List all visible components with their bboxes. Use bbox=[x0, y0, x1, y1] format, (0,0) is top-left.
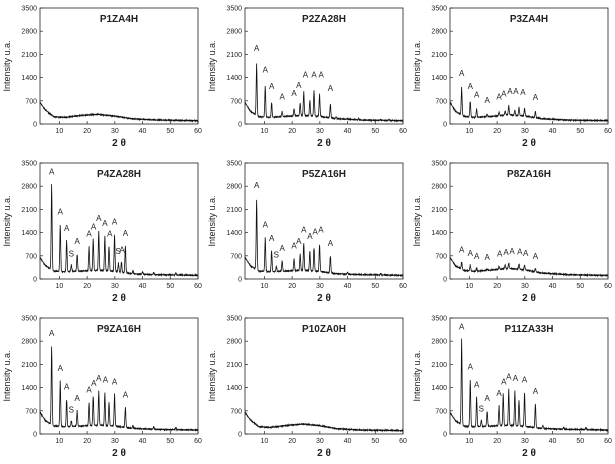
x-tick-label: 10 bbox=[465, 128, 474, 135]
diffractogram-line bbox=[245, 64, 403, 122]
peak-label-a: A bbox=[312, 227, 318, 237]
peak-label-a: A bbox=[102, 375, 109, 385]
peak-label-a: A bbox=[122, 390, 129, 400]
panel-title: P1ZA4H bbox=[99, 14, 139, 25]
peak-label-a: A bbox=[86, 385, 92, 395]
peak-label-a: A bbox=[296, 236, 302, 246]
y-tick-label: 2100 bbox=[226, 51, 242, 59]
y-axis-label: Intensity u.a. bbox=[207, 195, 217, 247]
x-tick-label: 10 bbox=[465, 283, 474, 290]
panel-title: P8ZA16H bbox=[507, 169, 551, 180]
panel-title: P4ZA28H bbox=[97, 169, 141, 180]
y-tick-label: 700 bbox=[230, 253, 242, 261]
y-tick-label: 3500 bbox=[21, 160, 37, 168]
y-tick-label: 0 bbox=[443, 121, 447, 129]
chart-panel-p8za16h bbox=[410, 155, 615, 309]
peak-label-a: A bbox=[458, 322, 465, 332]
x-tick-label: 60 bbox=[194, 438, 202, 445]
y-tick-label: 700 bbox=[435, 98, 447, 106]
y-tick-label: 700 bbox=[230, 408, 242, 416]
peak-label-a: A bbox=[484, 252, 490, 262]
x-tick-label: 10 bbox=[260, 283, 269, 290]
x-tick-label: 30 bbox=[110, 438, 119, 445]
chart-panel-p10za0h bbox=[205, 310, 410, 464]
y-tick-label: 3500 bbox=[21, 5, 37, 13]
y-tick-label: 0 bbox=[33, 276, 37, 284]
x-tick-label: 20 bbox=[288, 438, 297, 445]
y-tick-label: 1400 bbox=[431, 75, 447, 83]
y-axis-label: Intensity u.a. bbox=[207, 350, 217, 402]
peak-label-s: S bbox=[478, 404, 484, 414]
y-tick-label: 3500 bbox=[226, 315, 242, 323]
x-tick-label: 50 bbox=[371, 128, 380, 135]
x-axis-label: 2 θ bbox=[112, 138, 126, 149]
diffractogram-line bbox=[40, 102, 198, 122]
x-tick-label: 60 bbox=[399, 438, 407, 445]
y-tick-label: 2800 bbox=[226, 28, 242, 36]
y-tick-label: 1400 bbox=[431, 230, 447, 238]
xrd-chart bbox=[0, 310, 205, 464]
plot-frame bbox=[245, 318, 403, 434]
peak-label-a: A bbox=[119, 245, 125, 255]
peak-label-a: A bbox=[509, 246, 515, 256]
x-tick-label: 60 bbox=[194, 283, 202, 290]
peak-label-a: A bbox=[467, 362, 473, 372]
y-tick-label: 700 bbox=[25, 253, 37, 261]
peak-label-a: A bbox=[473, 380, 480, 390]
plot-frame bbox=[245, 8, 403, 124]
peak-label-a: A bbox=[57, 364, 63, 374]
peak-label-s: S bbox=[68, 405, 74, 415]
chart-panel-p1za4h bbox=[0, 0, 205, 154]
panel-title: P11ZA33H bbox=[504, 324, 554, 335]
x-tick-label: 30 bbox=[315, 438, 324, 445]
y-tick-label: 2800 bbox=[431, 28, 447, 36]
y-tick-label: 0 bbox=[238, 431, 242, 439]
peak-label-a: A bbox=[473, 251, 480, 261]
x-tick-label: 60 bbox=[604, 283, 612, 290]
peak-label-a: A bbox=[484, 95, 490, 105]
y-tick-label: 2800 bbox=[431, 183, 447, 191]
y-axis-label: Intensity u.a. bbox=[2, 40, 12, 92]
chart-panel-p4za28h bbox=[0, 155, 205, 309]
y-tick-label: 1400 bbox=[21, 230, 37, 238]
y-tick-label: 0 bbox=[443, 431, 447, 439]
x-tick-label: 30 bbox=[315, 283, 324, 290]
x-tick-label: 30 bbox=[520, 438, 529, 445]
peak-label-a: A bbox=[63, 223, 70, 233]
x-tick-label: 30 bbox=[520, 128, 529, 135]
peak-label-a: A bbox=[506, 372, 512, 382]
panel-title: P10ZA0H bbox=[302, 324, 346, 335]
peak-label-a: A bbox=[262, 220, 268, 230]
peak-label-a: A bbox=[268, 233, 275, 243]
x-tick-label: 40 bbox=[138, 438, 147, 445]
chart-panel-p11za33h bbox=[410, 310, 615, 464]
peak-label-a: A bbox=[521, 375, 528, 385]
xrd-chart bbox=[205, 0, 410, 154]
peak-label-a: A bbox=[262, 65, 268, 75]
y-tick-label: 700 bbox=[25, 408, 37, 416]
peak-label-a: A bbox=[279, 92, 285, 102]
x-tick-label: 30 bbox=[315, 128, 324, 135]
peak-label-a: A bbox=[253, 44, 260, 54]
x-axis-label: 2 θ bbox=[522, 293, 536, 304]
panel-title: P9ZA16H bbox=[97, 324, 141, 335]
x-tick-label: 30 bbox=[110, 283, 119, 290]
y-tick-label: 0 bbox=[443, 276, 447, 284]
peak-label-a: A bbox=[512, 373, 519, 383]
x-tick-label: 20 bbox=[288, 283, 297, 290]
x-tick-label: 20 bbox=[493, 128, 502, 135]
x-tick-label: 50 bbox=[576, 128, 585, 135]
xrd-chart bbox=[410, 310, 615, 464]
xrd-chart bbox=[205, 310, 410, 464]
x-tick-label: 20 bbox=[83, 438, 92, 445]
x-tick-label: 40 bbox=[548, 283, 557, 290]
x-tick-label: 60 bbox=[399, 128, 407, 135]
y-tick-label: 0 bbox=[33, 121, 37, 129]
plot-frame bbox=[450, 163, 608, 279]
peak-label-s: S bbox=[115, 246, 121, 256]
y-tick-label: 2100 bbox=[431, 51, 447, 59]
peak-label-a: A bbox=[523, 248, 529, 258]
y-tick-label: 3500 bbox=[431, 315, 447, 323]
x-tick-label: 30 bbox=[110, 128, 119, 135]
y-tick-label: 2100 bbox=[431, 361, 447, 369]
x-tick-label: 60 bbox=[399, 283, 407, 290]
peak-label-a: A bbox=[96, 373, 102, 383]
peak-label-a: A bbox=[111, 377, 118, 387]
peak-label-a: A bbox=[520, 87, 526, 97]
x-tick-label: 10 bbox=[260, 438, 269, 445]
peak-label-a: A bbox=[253, 180, 260, 190]
peak-label-a: A bbox=[301, 225, 307, 235]
peak-label-a: A bbox=[63, 382, 70, 392]
x-tick-label: 20 bbox=[493, 283, 502, 290]
peak-label-a: A bbox=[102, 218, 108, 228]
x-tick-label: 40 bbox=[343, 283, 352, 290]
peak-label-a: A bbox=[513, 87, 519, 97]
xrd-chart bbox=[0, 155, 205, 309]
y-tick-label: 700 bbox=[435, 253, 447, 261]
peak-label-a: A bbox=[327, 238, 334, 248]
peak-label-a: A bbox=[473, 90, 480, 100]
y-tick-label: 700 bbox=[25, 98, 37, 106]
y-tick-label: 1400 bbox=[21, 75, 37, 83]
x-tick-label: 50 bbox=[371, 438, 380, 445]
y-tick-label: 0 bbox=[33, 431, 37, 439]
peak-label-a: A bbox=[311, 70, 317, 80]
peak-label-a: A bbox=[307, 232, 313, 242]
y-tick-label: 3500 bbox=[21, 315, 37, 323]
peak-label-a: A bbox=[279, 243, 285, 253]
peak-label-a: A bbox=[517, 247, 523, 257]
x-axis-label: 2 θ bbox=[522, 448, 536, 459]
y-tick-label: 700 bbox=[435, 408, 447, 416]
peak-label-a: A bbox=[532, 387, 539, 397]
y-tick-label: 1400 bbox=[226, 75, 242, 83]
x-tick-label: 60 bbox=[604, 128, 612, 135]
peak-label-a: A bbox=[107, 229, 113, 239]
y-tick-label: 3500 bbox=[226, 160, 242, 168]
x-tick-label: 60 bbox=[194, 128, 202, 135]
y-tick-label: 1400 bbox=[21, 385, 37, 393]
x-tick-label: 50 bbox=[166, 438, 175, 445]
x-tick-label: 50 bbox=[371, 283, 380, 290]
panel-title: P5ZA16H bbox=[302, 169, 346, 180]
y-tick-label: 2100 bbox=[226, 206, 242, 214]
x-tick-label: 10 bbox=[465, 438, 474, 445]
chart-panel-p5za16h bbox=[205, 155, 410, 309]
x-tick-label: 10 bbox=[55, 283, 64, 290]
y-tick-label: 2100 bbox=[226, 361, 242, 369]
peak-label-a: A bbox=[302, 70, 309, 80]
x-tick-label: 20 bbox=[288, 128, 297, 135]
peak-label-a: A bbox=[501, 377, 507, 387]
x-axis-label: 2 θ bbox=[112, 293, 126, 304]
y-tick-label: 2800 bbox=[226, 338, 242, 346]
peak-label-a: A bbox=[122, 228, 129, 238]
chart-panel-p2za28h bbox=[205, 0, 410, 154]
peak-label-a: A bbox=[291, 88, 297, 98]
x-tick-label: 10 bbox=[55, 128, 64, 135]
peak-label-a: A bbox=[91, 378, 97, 388]
y-tick-label: 1400 bbox=[431, 385, 447, 393]
peak-label-a: A bbox=[501, 89, 507, 99]
y-tick-label: 3500 bbox=[226, 5, 242, 13]
x-tick-label: 20 bbox=[493, 438, 502, 445]
y-tick-label: 2800 bbox=[21, 183, 37, 191]
peak-label-a: A bbox=[458, 245, 465, 255]
y-axis-label: Intensity u.a. bbox=[2, 195, 12, 247]
peak-label-a: A bbox=[532, 252, 539, 262]
plot-frame bbox=[245, 163, 403, 279]
peak-label-a: A bbox=[291, 241, 297, 251]
x-axis-label: 2 θ bbox=[522, 138, 536, 149]
panel-title: P3ZA4H bbox=[509, 14, 549, 25]
x-tick-label: 60 bbox=[604, 438, 612, 445]
x-axis-label: 2 θ bbox=[112, 448, 126, 459]
peak-label-a: A bbox=[90, 222, 97, 232]
chart-panel-p3za4h bbox=[410, 0, 615, 154]
x-tick-label: 20 bbox=[83, 283, 92, 290]
x-tick-label: 50 bbox=[576, 438, 585, 445]
peak-label-a: A bbox=[496, 249, 503, 259]
peak-label-a: A bbox=[467, 248, 473, 258]
x-axis-label: 2 θ bbox=[317, 293, 331, 304]
y-tick-label: 3500 bbox=[431, 5, 447, 13]
x-tick-label: 40 bbox=[548, 128, 557, 135]
plot-frame bbox=[450, 8, 608, 124]
y-tick-label: 2800 bbox=[431, 338, 447, 346]
x-tick-label: 50 bbox=[166, 128, 175, 135]
xrd-chart bbox=[0, 0, 205, 154]
xrd-chart bbox=[410, 155, 615, 309]
peak-label-a: A bbox=[268, 82, 275, 92]
y-tick-label: 0 bbox=[238, 276, 242, 284]
peak-label-a: A bbox=[318, 225, 324, 235]
x-tick-label: 40 bbox=[138, 128, 147, 135]
plot-frame bbox=[40, 8, 198, 124]
x-tick-label: 40 bbox=[548, 438, 557, 445]
peak-label-s: S bbox=[273, 250, 279, 260]
peak-label-a: A bbox=[296, 81, 302, 91]
y-tick-label: 1400 bbox=[226, 385, 242, 393]
y-axis-label: Intensity u.a. bbox=[412, 40, 422, 92]
y-tick-label: 2800 bbox=[21, 338, 37, 346]
panel-title: P2ZA28H bbox=[302, 14, 346, 25]
peak-label-a: A bbox=[327, 83, 334, 93]
peak-label-a: A bbox=[507, 87, 513, 97]
y-tick-label: 2100 bbox=[21, 206, 37, 214]
peak-label-a: A bbox=[86, 229, 92, 239]
peak-label-a: A bbox=[496, 388, 502, 398]
y-tick-label: 0 bbox=[238, 121, 242, 129]
x-axis-label: 2 θ bbox=[317, 138, 331, 149]
plot-frame bbox=[40, 318, 198, 434]
peak-label-a: A bbox=[48, 167, 55, 177]
plot-frame bbox=[40, 163, 198, 279]
x-tick-label: 50 bbox=[576, 283, 585, 290]
y-axis-label: Intensity u.a. bbox=[2, 350, 12, 402]
y-axis-label: Intensity u.a. bbox=[412, 350, 422, 402]
peak-label-a: A bbox=[318, 70, 324, 80]
peak-label-a: A bbox=[467, 82, 473, 92]
y-tick-label: 2100 bbox=[21, 51, 37, 59]
peak-label-a: A bbox=[458, 68, 465, 78]
peak-label-a: A bbox=[532, 93, 539, 103]
x-tick-label: 50 bbox=[166, 283, 175, 290]
plot-frame bbox=[450, 318, 608, 434]
y-tick-label: 2100 bbox=[431, 206, 447, 214]
y-axis-label: Intensity u.a. bbox=[412, 195, 422, 247]
xrd-chart bbox=[410, 0, 615, 154]
peak-label-a: A bbox=[96, 214, 102, 223]
peak-label-s: S bbox=[68, 249, 74, 259]
y-tick-label: 3500 bbox=[431, 160, 447, 168]
y-tick-label: 1400 bbox=[226, 230, 242, 238]
diffractogram-line bbox=[245, 412, 403, 431]
x-tick-label: 20 bbox=[83, 128, 92, 135]
peak-label-a: A bbox=[48, 329, 55, 339]
x-tick-label: 10 bbox=[55, 438, 64, 445]
xrd-chart bbox=[205, 155, 410, 309]
peak-label-a: A bbox=[74, 236, 80, 246]
peak-label-a: A bbox=[57, 207, 63, 217]
x-tick-label: 40 bbox=[343, 438, 352, 445]
peak-label-a: A bbox=[484, 393, 490, 403]
peak-label-a: A bbox=[111, 217, 118, 227]
x-tick-label: 30 bbox=[520, 283, 529, 290]
peak-label-a: A bbox=[74, 393, 80, 403]
x-tick-label: 40 bbox=[138, 283, 147, 290]
y-tick-label: 2800 bbox=[21, 28, 37, 36]
y-axis-label: Intensity u.a. bbox=[207, 40, 217, 92]
y-tick-label: 2100 bbox=[21, 361, 37, 369]
peak-label-a: A bbox=[496, 92, 502, 102]
chart-panel-p9za16h bbox=[0, 310, 205, 464]
y-tick-label: 2800 bbox=[226, 183, 242, 191]
x-axis-label: 2 θ bbox=[317, 448, 331, 459]
peak-label-a: A bbox=[503, 248, 509, 258]
y-tick-label: 700 bbox=[230, 98, 242, 106]
x-tick-label: 40 bbox=[343, 128, 352, 135]
x-tick-label: 10 bbox=[260, 128, 269, 135]
